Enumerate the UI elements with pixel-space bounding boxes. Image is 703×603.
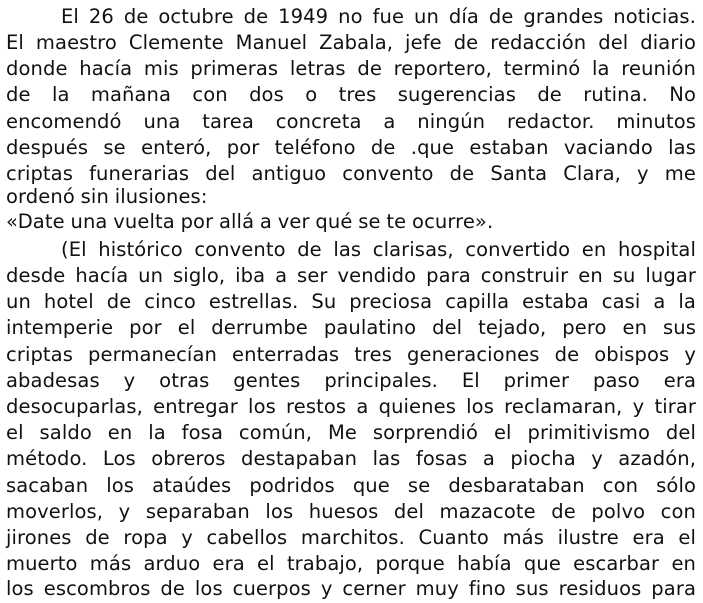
text-line-4: de la mañana con dos o tres sugerencias de rutina. No <box>6 83 696 106</box>
text-line-3: donde hacía mis primeras letras de reportero, terminó la reunión <box>6 57 696 80</box>
text-line-16: desocuparlas, entregar los restos a quienes los reclamaran, y tirar <box>6 395 696 418</box>
text-line-14: criptas permanecían enterradas tres generaciones de obispos y <box>6 343 696 366</box>
text-line-12: un hotel de cinco estrellas. Su preciosa capilla estaba casi a la <box>6 290 696 313</box>
text-line-23: los escombros de los cuerpos y cerner muy fino sus residuos para <box>6 577 696 600</box>
text-line-18: método. Los obreros destapaban las fosas a piocha y azadón, <box>6 447 696 470</box>
text-line-2: El maestro Clemente Manuel Zabala, jefe de redacción del diario <box>6 31 696 54</box>
text-line-13: intemperie por el derrumbe paulatino del tejado, pero en sus <box>6 316 696 339</box>
text-line-10: (El histórico convento de las clarisas, convertido en hospital <box>61 238 696 261</box>
text-line-11: desde hacía un siglo, iba a ser vendido para construir en su lugar <box>6 264 696 287</box>
text-line-17: el saldo en la fosa común, Me sorprendió el primitivismo del <box>6 421 696 444</box>
text-line-22: muerto más arduo era el trabajo, porque había que escarbar en <box>6 552 696 575</box>
text-line-19: sacaban los ataúdes podridos que se desbarataban con sólo <box>6 474 696 497</box>
text-line-8: ordenó sin ilusiones: <box>6 185 208 208</box>
text-line-1: El 26 de octubre de 1949 no fue un día de grandes noticias. <box>61 5 696 28</box>
text-line-6: después se enteró, por teléfono de .que estaban vaciando las <box>6 136 696 159</box>
text-line-7: criptas funerarias del antiguo convento de Santa Clara, y me <box>6 162 696 185</box>
text-line-15: abadesas y otras gentes principales. El primer paso era <box>6 369 696 392</box>
text-line-20: moverlos, y separaban los huesos del mazacote de polvo con <box>6 500 696 523</box>
text-line-21: jirones de ropa y cabellos marchitos. Cuanto más ilustre era el <box>6 526 696 549</box>
text-line-5: encomendó una tarea concreta a ningún redactor. minutos <box>6 110 696 133</box>
text-line-9: «Date una vuelta por allá a ver qué se te ocurre». <box>6 210 494 233</box>
